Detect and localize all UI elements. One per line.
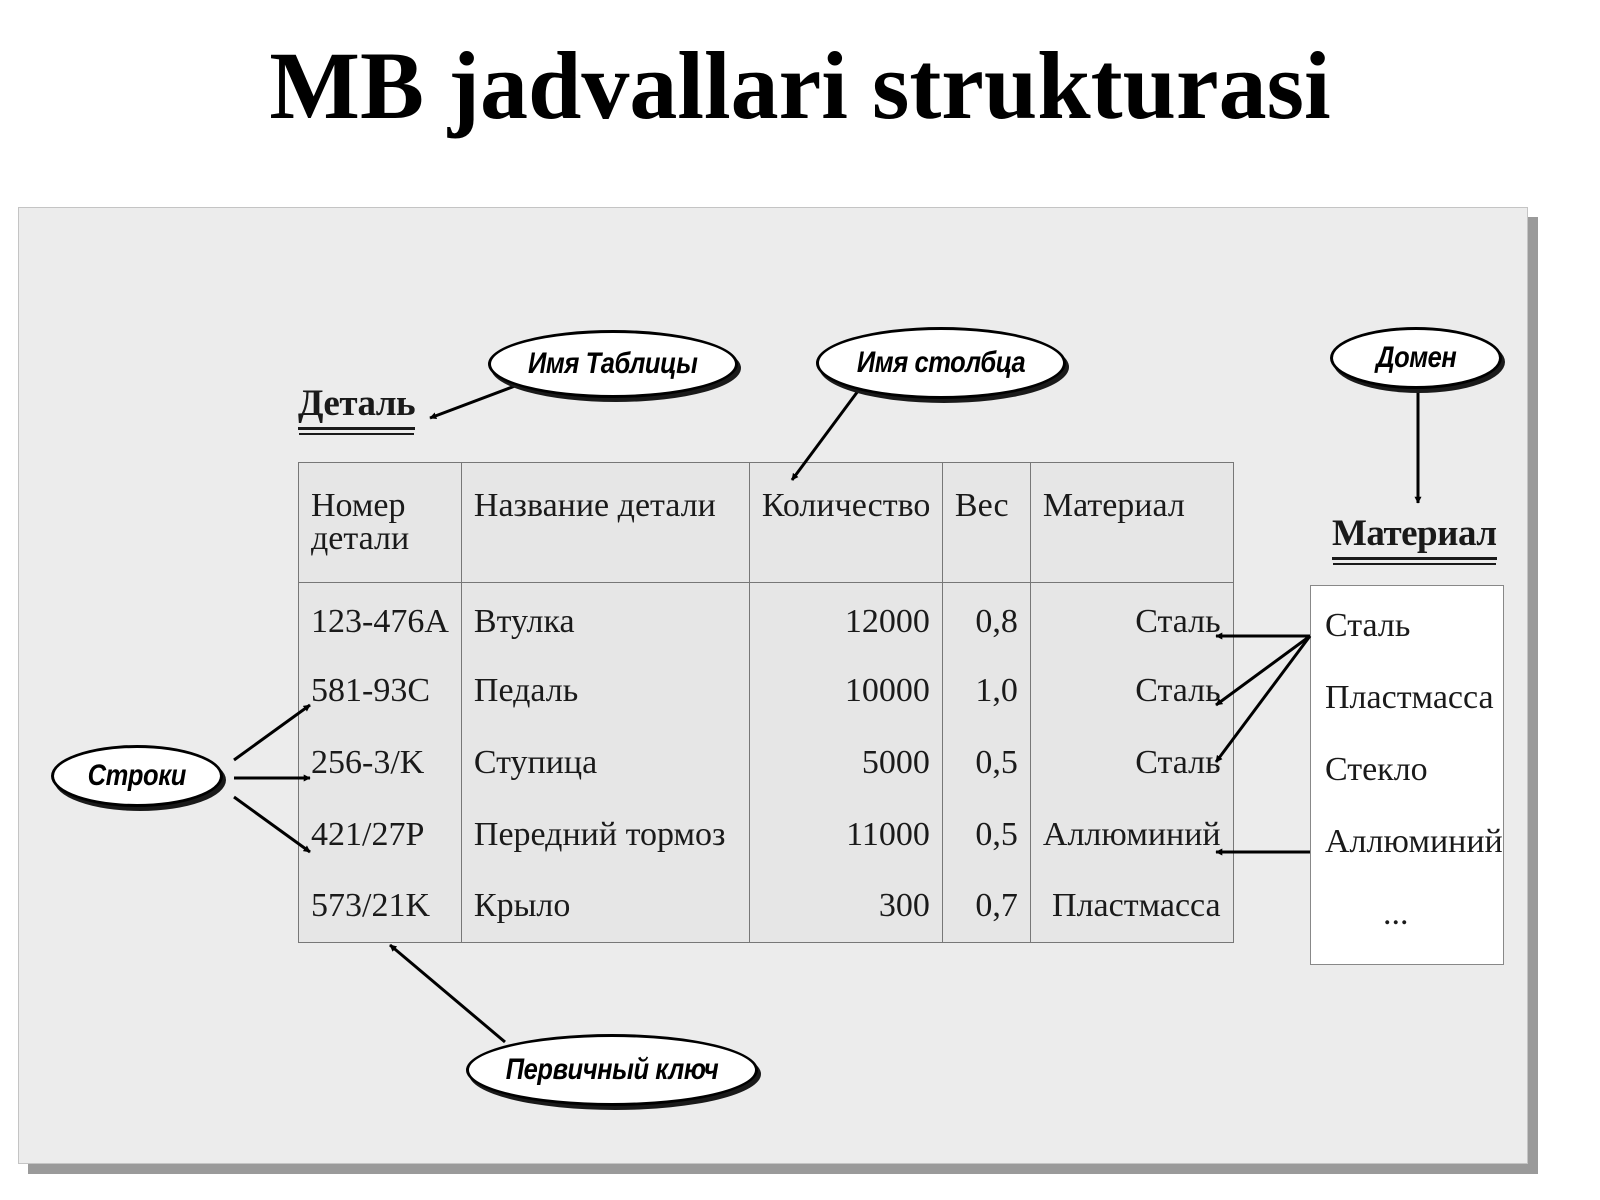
callout-rows-text: Строки: [87, 759, 187, 792]
callout-domain: [1330, 327, 1502, 389]
cell-quantity: 12000: [749, 583, 942, 655]
arrow-steel-3: [1216, 636, 1310, 762]
domain-value: Пластмасса: [1325, 679, 1494, 716]
domain-value: Сталь: [1325, 607, 1411, 644]
callout-table-name: [488, 330, 738, 398]
domain-value: Аллюминий: [1325, 823, 1503, 860]
cell-number: 123-476A: [299, 583, 462, 655]
table-name-label: Деталь: [298, 382, 415, 430]
callout-domain-text: Домен: [1375, 341, 1457, 374]
cell-weight: 0,8: [942, 583, 1030, 655]
cell-quantity: 11000: [749, 799, 942, 871]
domain-value: Стекло: [1325, 751, 1428, 788]
cell-number: 581-93C: [299, 655, 462, 727]
arrow-primary-key: [390, 945, 505, 1042]
column-header: Название детали: [461, 463, 749, 583]
callout-table-name-text: Имя Таблицы: [528, 347, 698, 380]
callout-primary-key-text: Первичный ключ: [505, 1053, 719, 1086]
domain-table-name: Материал: [1332, 512, 1497, 560]
cell-name: Ступица: [461, 727, 749, 799]
cell-name: Крыло: [461, 871, 749, 943]
callout-primary-key: [466, 1034, 758, 1106]
column-header: Материал: [1030, 463, 1233, 583]
cell-quantity: 10000: [749, 655, 942, 727]
cell-number: 421/27P: [299, 799, 462, 871]
cell-material: Сталь: [1030, 655, 1233, 727]
cell-material: Сталь: [1030, 583, 1233, 655]
arrow-row-1: [234, 705, 310, 760]
cell-quantity: 5000: [749, 727, 942, 799]
cell-weight: 0,5: [942, 727, 1030, 799]
arrow-to-column: [792, 391, 858, 480]
arrow-row-3: [234, 797, 310, 852]
column-header: Номер детали: [299, 463, 462, 583]
arrow-steel-2: [1216, 636, 1310, 705]
arrow-to-table-name: [430, 386, 515, 418]
cell-number: 256-3/K: [299, 727, 462, 799]
column-header: Вес: [942, 463, 1030, 583]
slide-title: MB jadvallari strukturasi: [269, 32, 1331, 139]
callout-rows: [51, 745, 223, 807]
column-header: Количество: [749, 463, 942, 583]
callout-column-name-text: Имя столбца: [856, 346, 1026, 379]
cell-material: Аллюминий: [1030, 799, 1233, 871]
cell-material: Сталь: [1030, 727, 1233, 799]
cell-name: Педаль: [461, 655, 749, 727]
domain-value-ellipsis: ...: [1383, 895, 1409, 932]
cell-name: Передний тормоз: [461, 799, 749, 871]
cell-name: Втулка: [461, 583, 749, 655]
cell-weight: 0,7: [942, 871, 1030, 943]
cell-quantity: 300: [749, 871, 942, 943]
cell-weight: 0,5: [942, 799, 1030, 871]
cell-weight: 1,0: [942, 655, 1030, 727]
cell-material: Пластмасса: [1030, 871, 1233, 943]
cell-number: 573/21K: [299, 871, 462, 943]
callout-column-name: [816, 327, 1066, 399]
